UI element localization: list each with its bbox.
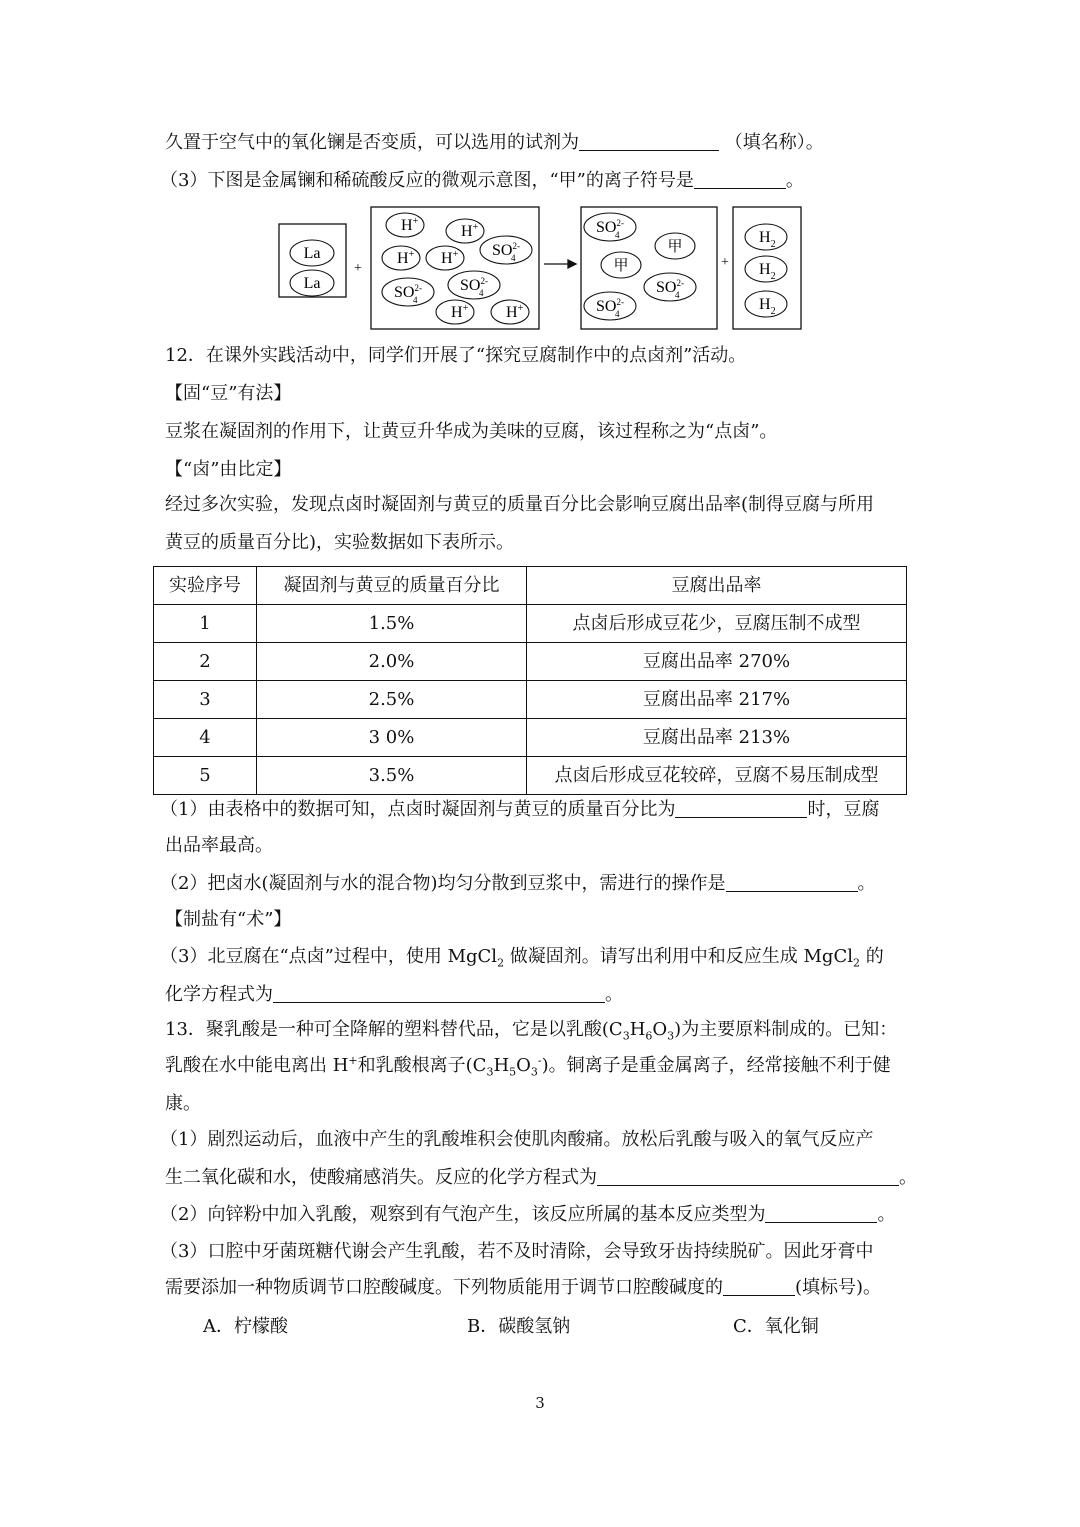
paragraph: 出品率最高。 <box>165 835 273 856</box>
table-row <box>154 681 907 719</box>
table-cell: 3.5% <box>257 757 527 795</box>
q13-intro: 13．聚乳酸是一种可全降解的塑料替代品，它是以乳酸$(C_3H_6O_3)$为主要原料制成的。已知： <box>165 1019 898 1043</box>
sulfate-ion: $SO^{2-}4$ <box>492 241 520 263</box>
h-ion: H+ <box>461 222 479 240</box>
table-cell: 2.5% <box>257 681 527 719</box>
paragraph: （3）口腔中牙菌斑糖代谢会产生乳酸，若不及时清除，会导致牙齿持续脱矿。因此牙膏中 <box>160 1241 874 1262</box>
option-c[interactable]: C．氧化铜 <box>733 1316 819 1337</box>
q13-1-line2: 生二氧化碳和水，使酸痛感消失。反应的化学方程式为 。 <box>165 1167 917 1188</box>
h-ion: H+ <box>397 249 415 267</box>
table-cell: 3 0% <box>257 719 527 757</box>
sulfate-ion: $SO^{2-}4$ <box>656 278 684 300</box>
table-cell: 4 <box>154 719 257 757</box>
sulfate-ion: $SO^{2-}4$ <box>394 283 422 305</box>
h2-labels <box>759 229 776 317</box>
table-cell: 点卤后形成豆花较碎，豆腐不易压制成型 <box>527 757 907 795</box>
table-header-row <box>154 567 907 605</box>
reaction-diagram <box>270 200 810 336</box>
q12-3-line: （3）北豆腐在“点卤”过程中，使用 MgCl$_2$ 做凝固剂。请写出利用中和反应生成 MgCl$_2$ 的 <box>160 946 884 970</box>
answer-blank[interactable] <box>726 873 858 892</box>
h2-molecule: $H_2$ <box>759 229 776 250</box>
table-cell: 1 <box>154 605 257 643</box>
answer-blank[interactable] <box>694 170 786 189</box>
section-title: 【固“豆”有法】 <box>165 383 292 404</box>
column-header: 凝固剂与黄豆的质量百分比 <box>257 567 527 605</box>
table-cell: 5 <box>154 757 257 795</box>
sulfate-ion: $SO^{2-}4$ <box>460 276 488 298</box>
table-cell: 豆腐出品率 270% <box>527 643 907 681</box>
sulfate-ion: $SO^{2-}4$ <box>596 297 624 319</box>
option-a[interactable]: A．柠檬酸 <box>203 1316 288 1337</box>
table-row <box>154 605 907 643</box>
q13-3-line2: 需要添加一种物质调节口腔酸碱度。下列物质能用于调节口腔酸碱度的 (填标号)。 <box>165 1277 882 1298</box>
answer-blank[interactable] <box>675 799 807 818</box>
paragraph: 经过多次实验，发现点卤时凝固剂与黄豆的质量百分比会影响豆腐出品率(制得豆腐与所用 <box>165 494 875 515</box>
table-row <box>154 643 907 681</box>
q11-3-line: （3）下图是金属镧和稀硫酸反应的微观示意图，“甲”的离子符号是 。 <box>160 170 804 191</box>
la-label: La <box>303 245 321 262</box>
jia-ion: 甲 <box>613 256 629 274</box>
page-number: 3 <box>535 1394 545 1412</box>
paragraph: 豆浆在凝固剂的作用下，让黄豆升华成为美味的豆腐，该过程称之为“点卤”。 <box>165 421 778 442</box>
q12-intro: 12．在课外实践活动中，同学们开展了“探究豆腐制作中的点卤剂”活动。 <box>165 345 747 366</box>
answer-blank[interactable] <box>597 1167 899 1186</box>
section-title: 【制盐有“术”】 <box>165 909 292 930</box>
q13-intro: 乳酸在水中能电离出 H+和乳酸根离子$(C_3H_5O_3^-)$。铜离子是重金属离子，经常接触不利于健 <box>165 1054 891 1079</box>
q12-3-line2: 化学方程式为 。 <box>165 984 623 1005</box>
answer-blank[interactable] <box>723 1277 795 1296</box>
la-label: La <box>303 275 321 292</box>
paragraph: 康。 <box>165 1093 201 1114</box>
q13-2-line: （2）向锌粉中加入乳酸，观察到有气泡产生，该反应所属的基本反应类型为 。 <box>160 1204 896 1225</box>
q12-2-line: （2）把卤水(凝固剂与水的混合物)均匀分散到豆浆中，需进行的操作是 。 <box>160 873 876 894</box>
arrow <box>544 260 576 268</box>
paragraph: （1）剧烈运动后，血液中产生的乳酸堆积会使肌肉酸痛。放松后乳酸与吸入的氧气反应产 <box>160 1129 874 1150</box>
h-ion: H+ <box>441 249 459 267</box>
plus-sign: + <box>721 255 729 270</box>
column-header: 实验序号 <box>154 567 257 605</box>
table-cell: 3 <box>154 681 257 719</box>
table-cell: 2.0% <box>257 643 527 681</box>
table-row <box>154 719 907 757</box>
sulfate-ion: $SO^{2-}4$ <box>596 218 624 240</box>
h2-molecule: $H_2$ <box>759 261 776 282</box>
plus-sign: + <box>354 261 362 276</box>
section-title: 【“卤”由比定】 <box>165 459 292 480</box>
experiment-table <box>153 566 907 795</box>
option-b[interactable]: B．碳酸氢钠 <box>467 1316 571 1337</box>
answer-blank[interactable] <box>765 1204 877 1223</box>
table-cell: 豆腐出品率 213% <box>527 719 907 757</box>
h-ion: H+ <box>451 303 469 321</box>
h-ion: H+ <box>506 303 524 321</box>
table-cell: 2 <box>154 643 257 681</box>
table-cell: 豆腐出品率 217% <box>527 681 907 719</box>
answer-blank[interactable] <box>579 132 719 151</box>
answer-blank[interactable] <box>273 984 605 1003</box>
h2-molecule: $H_2$ <box>759 296 776 317</box>
table-cell: 点卤后形成豆花少，豆腐压制不成型 <box>527 605 907 643</box>
paragraph: 黄豆的质量百分比)，实验数据如下表所示。 <box>165 532 515 553</box>
column-header: 豆腐出品率 <box>527 567 907 605</box>
q12-1-line: （1）由表格中的数据可知，点卤时凝固剂与黄豆的质量百分比为 时，豆腐 <box>160 799 880 820</box>
h-ion: H+ <box>401 216 419 234</box>
table-row <box>154 757 907 795</box>
jia-ion: 甲 <box>667 237 683 255</box>
table-cell: 1.5% <box>257 605 527 643</box>
q11-line: 久置于空气中的氧化镧是否变质，可以选用的试剂为 （填名称）。 <box>165 132 824 153</box>
